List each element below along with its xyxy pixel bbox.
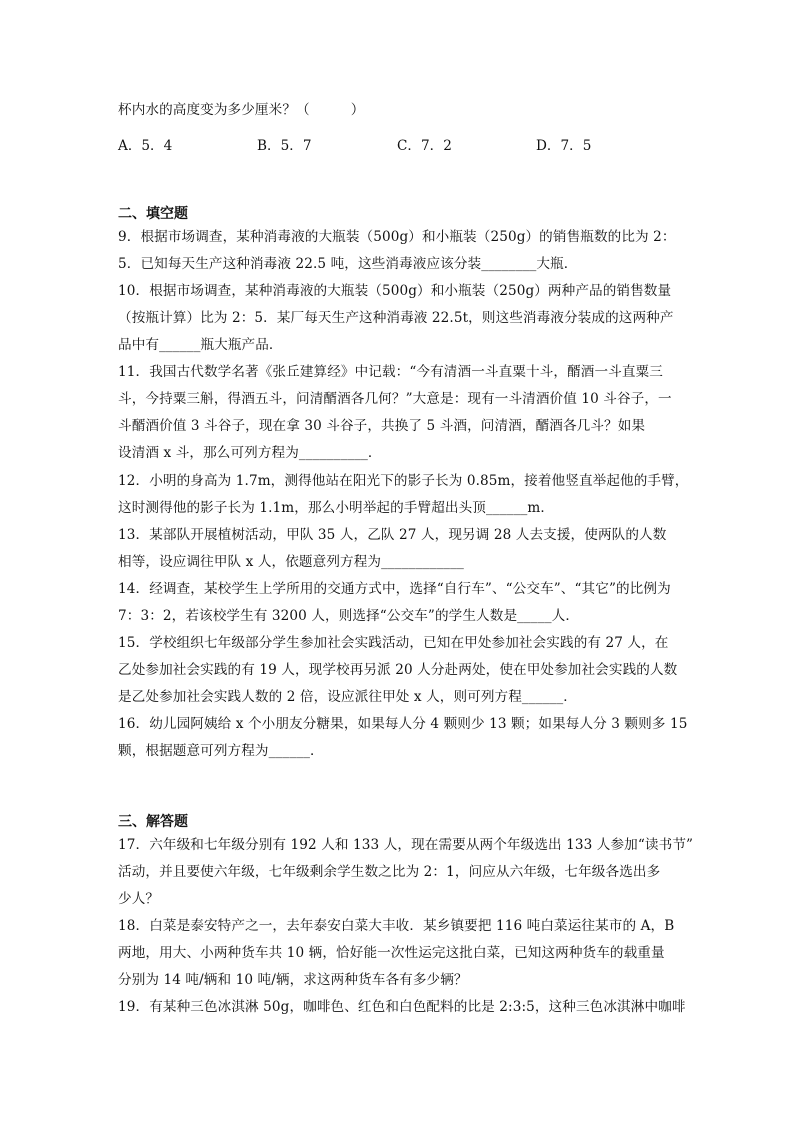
text-line: 乙处参加社会实践的有 19 人，现学校再另派 20 人分赴两处，使在甲处参加社会实践的人数	[118, 662, 678, 678]
text-line: 19．有某种三色冰淇淋 50g，咖啡色、红色和白色配料的比是 2:3:5，这种三色冰淇淋中咖啡	[118, 999, 686, 1015]
text-line: 15．学校组织七年级部分学生参加社会实践活动，已知在甲处参加社会实践的有 27 人，在	[118, 635, 669, 651]
section-title-fill-in: 二、填空题	[118, 206, 188, 222]
text-line: 设清酒 x 斗，那么可列方程为__________．	[118, 445, 382, 461]
text-line: （按瓶计算）比为 2：5．某厂每天生产这种消毒液 22.5t，则这些消毒液分装成的这两种产	[118, 310, 674, 326]
option-b: B．5．7	[257, 138, 312, 154]
text-line: 12．小明的身高为 1.7m，测得他站在阳光下的影子长为 0.85m，接着他竖直举起他的手臂，	[118, 473, 689, 489]
text-line: 这时测得他的影子长为 1.1m，那么小明举起的手臂超出头顶______m．	[118, 500, 555, 516]
text-line: 13．某部队开展植树活动，甲队 35 人，乙队 27 人，现另调 28 人去支援，使两队的人数	[118, 527, 667, 543]
text-line: 9．根据市场调查，某种消毒液的大瓶装（500g）和小瓶装（250g）的销售瓶数的比为 2：	[118, 229, 676, 245]
text-line: 16．幼儿园阿姨给 x 个小朋友分糖果，如果每人分 4 颗则少 13 颗；如果每人分 3 颗则多 15	[118, 716, 688, 732]
option-c: C．7．2	[397, 138, 452, 154]
option-d: D．7．5	[536, 138, 592, 154]
text-line: 斗醑酒价值 3 斗谷子，现在拿 30 斗谷子，共换了 5 斗酒，问清酒，醑酒各几斗？如果	[118, 418, 646, 434]
text-line: 分别为 14 吨/辆和 10 吨/辆，求这两种货车各有多少辆？	[118, 972, 468, 988]
text-line: 颗，根据题意可列方程为______．	[118, 743, 324, 759]
text-line: 14．经调查，某校学生上学所用的交通方式中，选择“自行车”、“公交车”、“其它”的比例为	[118, 581, 671, 597]
text-line: 7：3：2，若该校学生有 3200 人，则选择“公交车”的学生人数是_____人．	[118, 608, 580, 624]
option-a: A．5．4	[118, 138, 173, 154]
section-title-answer: 三、解答题	[118, 814, 188, 830]
text-line: 11．我国古代数学名著《张丘建算经》中记载：“今有清酒一斗直粟十斗，醑酒一斗直粟三	[118, 364, 663, 380]
text-line: 两地，用大、小两种货车共 10 辆，恰好能一次性运完这批白菜，已知这两种货车的载重量	[118, 945, 665, 961]
text-line: 斗，今持粟三斛，得酒五斗，问清醑酒各几何？”大意是：现有一斗清酒价值 10 斗谷子，一	[118, 391, 672, 407]
text-line: 活动，并且要使六年级，七年级剩余学生数之比为 2：1，问应从六年级，七年级各选出多	[118, 864, 661, 880]
text-line: 少人？	[118, 891, 160, 907]
text-line: 相等，设应调往甲队 x 人，依题意列方程为____________	[118, 554, 464, 570]
text-line: 品中有______瓶大瓶产品．	[118, 337, 283, 353]
text-line: 是乙处参加社会实践人数的 2 倍，设应派往甲处 x 人，则可列方程______．	[118, 689, 578, 705]
question-8-continuation: 杯内水的高度变为多少厘米？（ ）	[118, 102, 365, 118]
text-line: 17．六年级和七年级分别有 192 人和 133 人，现在需要从两个年级选出 133 人参加“读书节”	[118, 837, 694, 853]
text-line: 18．白菜是泰安特产之一，去年泰安白菜大丰收．某乡镇要把 116 吨白菜运往某市的 A，B	[118, 918, 675, 934]
text-line: 5．已知每天生产这种消毒液 22.5 吨，这些消毒液应该分装________大瓶．	[118, 256, 578, 272]
text-line: 10．根据市场调查，某种消毒液的大瓶装（500g）和小瓶装（250g）两种产品的销售数量	[118, 283, 672, 299]
